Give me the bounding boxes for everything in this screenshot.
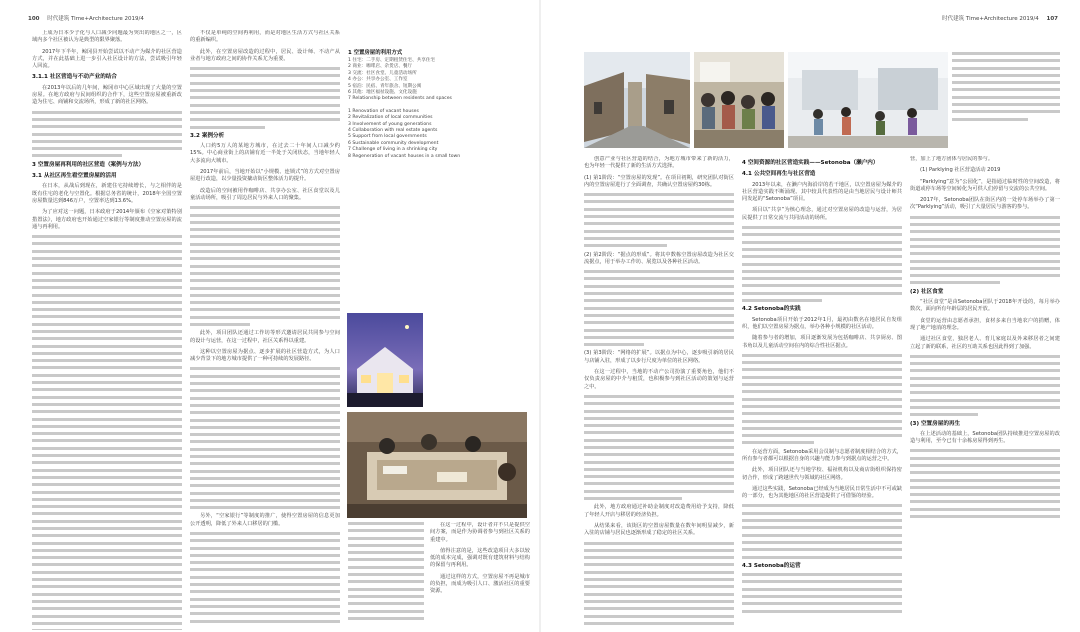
text-filler — [190, 206, 340, 326]
subsection-heading: (3) 空置房屋的再生 — [910, 420, 961, 427]
legend-line: 8 Regeneration of vacant houses in a small town — [348, 153, 461, 159]
text-filler — [32, 111, 182, 158]
photo-workshop-crowd — [694, 52, 784, 148]
paragraph: 从结果来看，该街区的空置房屋数量在数年间明显减少，新入驻的店铺与居民也逐渐形成了稳定的社区关系。 — [584, 522, 734, 537]
paragraph: 在这一过程中，设计者并不只是提供空间方案，而是作为协调者参与到社区关系的重建中。 — [430, 522, 530, 543]
paragraph: 在2013年以后的几年间，鲸冈市中心区域出现了大量的空置房屋。在地方政府与民间组织的合作下，这些空置房屋被重新改造为住宅、商铺和交流场所，形成了新的社区网络。 — [32, 84, 182, 106]
text-filler — [952, 52, 1060, 121]
paragraph: 创意产业与社区营造的结合，为地方城市带来了新的活力，也为年轻一代提供了新的生活方式选择。 — [584, 156, 734, 170]
text-filler — [742, 504, 902, 558]
text-filler — [742, 354, 902, 445]
legend-line: 4 Collaboration with real estate agents — [348, 128, 438, 134]
legend-title: 1 空置房屋的利用方式 — [348, 50, 403, 56]
paragraph: 通过这些实践，Setonoba已经成为当地居民日常生活中不可或缺的一部分，也为其他地区的社区营造提供了可借鉴的经验。 — [742, 485, 902, 500]
right-page-number: 107 — [1046, 16, 1058, 22]
text-filler — [910, 216, 1060, 285]
photo-plaza-event — [788, 52, 948, 148]
paragraph: 2017年下半年，鲸冈县开始尝试以不动产为媒介的社区营造方式，并在此基础上进一步引入社区设计的方法，尝试吸引年轻人回流。 — [32, 48, 182, 70]
legend-line: 1 住宅：二手房、定期租赁住宅、共享住宅 — [348, 58, 436, 63]
figure-legend-box — [348, 48, 528, 160]
section-heading: 3.1.1 社区营造与不动产业的结合 — [32, 74, 117, 81]
legend-line: 3 Involvement of young generations — [348, 121, 432, 127]
paragraph: 随着参与者的增加，项目逐渐发展为包括咖啡店、共享厨房、图书角以及儿童活动空间在内的综合性社区据点。 — [742, 335, 902, 349]
section-heading: 3 空置房屋再利用的社区营造（案例与方法） — [32, 161, 145, 168]
page-gutter — [539, 0, 541, 632]
right-page-header — [942, 14, 1058, 22]
paragraph: 通过这样的方式，空置房屋不再是城市的负担，而成为吸引人口、激活社区的重要资源。 — [430, 573, 530, 595]
legend-line: 7 Challenge of living in a shrinking city — [348, 147, 438, 153]
paragraph: 在上述活动的基础上，Setonoba团队持续推进空置房屋的改造与利用，至今已有十余栋房屋得到再生。 — [910, 430, 1060, 445]
paragraph: 值得注意的是，这些改造项目大多以较低的成本完成，强调对既有建筑材料与结构的保留与再利用。 — [430, 547, 530, 569]
subsection-heading: 4.3 Setonoba的运营 — [742, 562, 801, 569]
paragraph: 通过社区食堂，独居老人、育儿家庭以及外来移居者之间建立起了新的联系，社区的互助关系也因此得到了加强。 — [910, 336, 1060, 350]
left-page-number: 100 — [28, 16, 40, 22]
legend-line: 6 Sustainable community development — [348, 140, 439, 146]
left-column-3 — [430, 522, 530, 628]
text-filler — [910, 449, 1060, 518]
legend-line: 2 商业：咖啡店、杂货店、餐厅 — [348, 64, 413, 70]
paragraph: 此外，地方政府通过补助金制度对改造费用给予支持，降低了年轻人开店与移居的经济负担。 — [584, 504, 734, 518]
legend-line: 2 Revitalization of local communities — [348, 115, 433, 121]
paragraph: 上成为日本少子化与人口减少问题最为突出的地区之一，区域内多个社区被认为是典型的限界聚落。 — [32, 30, 182, 44]
paragraph: 在运营方面，Setonoba采用会员制与志愿者制度相结合的方式，所有参与者都可以根据自身的兴趣与能力参与到据点的运营之中。 — [742, 448, 902, 462]
paragraph: 2017年前后，当地开始以“小规模、连锁式”的方式对空置房屋进行改造，以少量投资撬动街区整体活力的提升。 — [190, 169, 340, 183]
legend-line: 3 交流：社区食堂、儿童活动场所 — [348, 70, 417, 76]
subsection-heading: 4.2 Setonoba的实践 — [742, 306, 801, 313]
right-column-3 — [910, 156, 1060, 628]
photo-house-night — [347, 313, 423, 407]
paragraph: (2) 第2阶段：“据点的形成”。将其中数栋空置房屋改造为社区交流据点，用于举办工作坊、展览以及各种社区活动。 — [584, 251, 734, 265]
legend-line: 5 宿泊：民宿、青年旅舍、短期公寓 — [348, 83, 422, 89]
photo-street-town — [584, 52, 690, 148]
paragraph: (3) 第3阶段：“网络的扩展”。以据点为中心，逐步吸引新的居民与店铺入驻，形成了以步行尺度为单位的社区网络。 — [584, 350, 734, 364]
legend-line: 1 Renovation of vacant houses — [348, 108, 419, 114]
paragraph: 改造后的空间被用作咖啡店、共享办公室、社区食堂以及儿童活动场所，吸引了周边居民与外来人口的聚集。 — [190, 187, 340, 201]
paragraph: 2017年，Setonoba团队在街区内的一处停车场举办了第一次“Parklying”活动，吸引了大量居民与游客的参与。 — [910, 197, 1060, 211]
left-column-3-caption — [348, 522, 424, 628]
text-filler — [910, 355, 1060, 416]
paragraph: (1) 第1阶段：“空置房屋的发现”。在项目初期，研究团队对街区内的空置房屋进行了全面调查，共确认空置房屋约30栋。 — [584, 174, 734, 188]
paragraph: “Parklying”意为“公园化”，是指通过临时性的空间改造，将街道或停车场等空间转化为可供人们停留与交流的公共空间。 — [910, 178, 1060, 192]
legend-line: 6 其他：地区福祉设施、文化设施 — [348, 90, 417, 96]
left-page-header — [28, 14, 144, 22]
paragraph: 2013年以来，在濑户内海沿岸的若干地区，以空置房屋为媒介的社区营造实践不断涌现。其中较具代表性的是由当地居民与设计师共同发起的“Setonoba”项目。 — [742, 181, 902, 203]
right-journal-title: 时代建筑 Time+Architecture 2019/4 — [942, 16, 1039, 22]
right-column-2 — [742, 156, 902, 628]
paragraph: 为了应对这一问题，日本政府于2014年颁布《空家对策特别措置法》，地方政府也开始通过空家银行等制度推动空置房屋的流通与再利用。 — [32, 209, 182, 230]
text-filler — [348, 522, 424, 620]
paragraph: 项目以“共享”为核心理念，通过对空置房屋的改造与运营，为居民提供了日常交流与共同活动的场所。 — [742, 207, 902, 221]
text-filler — [742, 573, 902, 612]
text-filler — [584, 542, 734, 628]
paragraph: 此外，在空置房屋改造的过程中，居民、设计师、不动产从业者与地方政府之间的协作关系尤为重要。 — [190, 48, 340, 62]
paragraph: 在这一过程中，当地的不动产公司扮演了重要角色，他们不仅负责房屋的中介与租赁，也积极参与到社区活动的策划与运营之中。 — [584, 369, 734, 390]
paragraph: 营，加上了地方团体与居民的参与。 — [910, 156, 994, 162]
left-column-2 — [190, 30, 340, 630]
paragraph: Setonoba项目开始于2012年1月，最初由数名在地居民自发组织，他们以空置房屋为据点，举办各种小规模的社区活动。 — [742, 316, 902, 330]
text-filler — [584, 270, 734, 346]
paragraph: 在日本，从战后到现在，新建住宅持续增长，与之相伴的是既有住宅的老化与空置化。根据总务省的统计，2018年全国空置房屋数量达到846万户，空置率达到13.6%。 — [32, 183, 182, 204]
text-filler — [584, 395, 734, 500]
paragraph: “社区食堂”是由Setonoba团队于2018年开设的，每月举办数次，面向所有年龄层的居民开放。 — [910, 299, 1060, 313]
section-heading: 4 空间资源的社区营造实践——Setonoba（濑户内） — [742, 160, 879, 166]
paragraph: 食堂的运营由志愿者承担，食材多来自当地农户的捐赠，体现了地产地消的理念。 — [910, 317, 1060, 331]
subsection-heading: 4.1 公共空间再生与社区营造 — [742, 171, 816, 178]
subsection-heading: (2) 社区食堂 — [910, 288, 944, 295]
text-filler — [584, 193, 734, 247]
text-filler — [190, 367, 340, 509]
paragraph: 此外，项目团队还与当地学校、福祉机构以及商店街组织保持密切合作，形成了跨越世代与领域的社区网络。 — [742, 467, 902, 481]
right-column-1 — [584, 156, 734, 628]
legend-line: 4 办公：共享办公室、工作室 — [348, 77, 408, 83]
text-filler — [32, 235, 182, 630]
text-filler — [190, 67, 340, 128]
photo-table-activity — [347, 412, 527, 518]
legend-line: 5 Support from local governments — [348, 134, 427, 140]
photo-caption-block — [952, 52, 1060, 148]
text-filler — [190, 532, 340, 623]
paragraph: 此外，项目团队还通过工作坊等形式邀请居民共同参与空间的设计与运营，在这一过程中，社区关系得以重建。 — [190, 330, 340, 344]
section-heading: 3.2 案例分析 — [190, 132, 225, 139]
paragraph: 不仅是单纯的空间再利用，而是对地区生活方式与社区关系的重新编织。 — [190, 30, 340, 44]
left-column-1 — [32, 30, 182, 630]
paragraph: 人口约5万人的某地方城市，在过去二十年间人口减少约15%。中心商业街上的店铺有近一半处于关闭状态，当地年轻人大多流向大城市。 — [190, 143, 340, 164]
text-filler — [742, 226, 902, 302]
left-journal-title: 时代建筑 Time+Architecture 2019/4 — [47, 16, 144, 22]
paragraph: (1) Parklying 社区营造活动 2019 — [920, 167, 1001, 174]
paragraph: 这种以空置房屋为据点、逐步扩展的社区营造方式，为人口减少背景下的地方城市提供了一种可持续的发展路径。 — [190, 348, 340, 363]
paragraph: 另外，“空家银行”等制度的推广，使得空置房屋的信息更加公开透明，降低了外来人口移居的门槛。 — [190, 513, 340, 527]
subsection-heading: 3.1 从社区再生看空置房屋的活用 — [32, 173, 117, 180]
legend-line: 7 Relationship between residents and spaces — [348, 96, 452, 102]
